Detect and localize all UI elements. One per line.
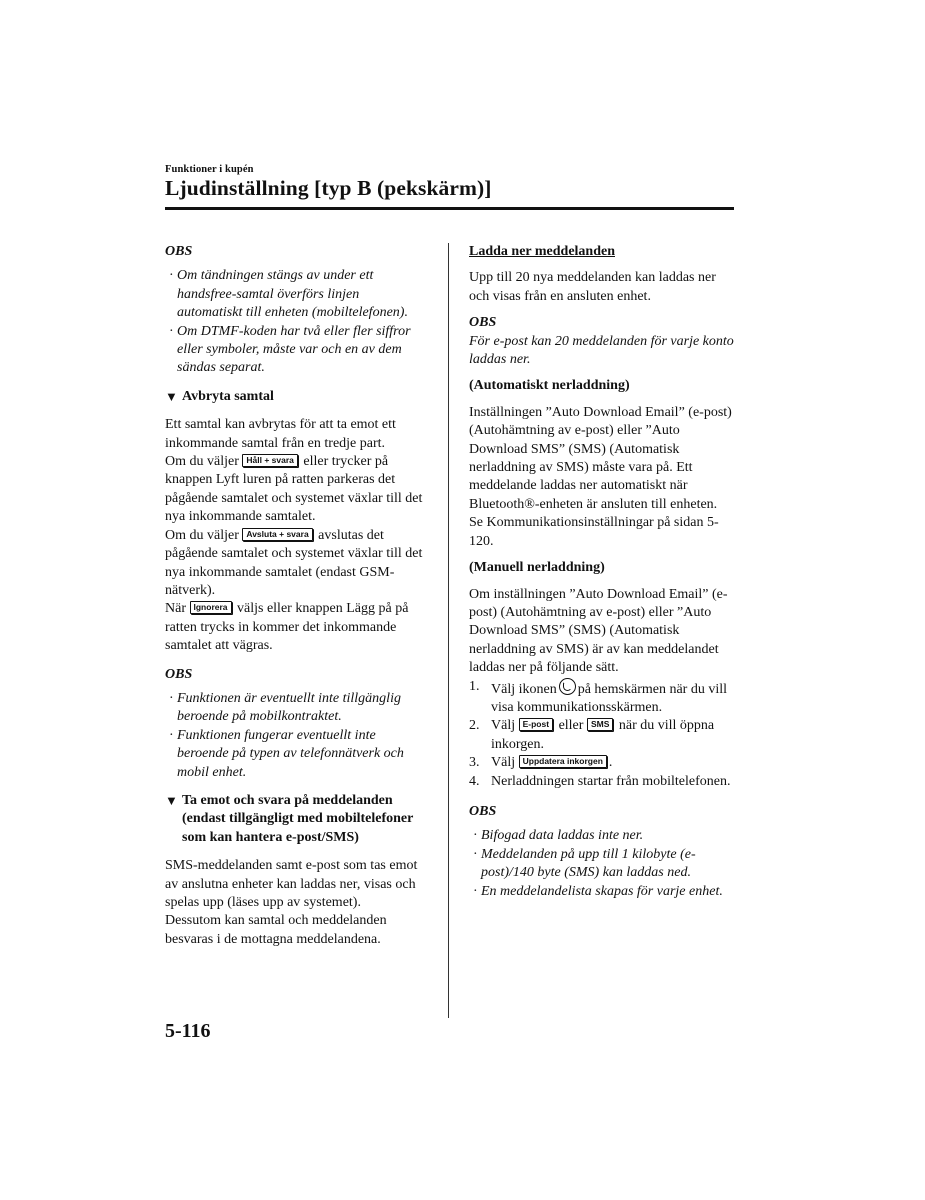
obs-label: OBS <box>165 244 193 259</box>
obs-label: OBS <box>165 666 193 682</box>
step-item: 4. Nerladdningen startar från mobiltelefonen. <box>469 773 731 789</box>
note-item: · Meddelanden på upp till 1 kilobyte (e-post)/140 byte (SMS) kan laddas ned. <box>469 846 737 883</box>
page-number: 5-116 <box>165 1020 211 1042</box>
note-list <box>165 267 427 377</box>
obs-label: OBS <box>469 803 497 819</box>
note-item: · En meddelandelista skapas för varje enhet. <box>469 883 737 901</box>
note-item: · Om DTMF-koden har två eller fler siffror eller symboler, måste var och en av dem sändas separat. <box>165 323 427 378</box>
update-inbox-key: Uppdatera inkorgen <box>519 755 607 768</box>
phone-icon <box>559 678 576 695</box>
column-divider <box>448 243 449 1018</box>
triangle-down-icon: ▼ <box>165 792 178 808</box>
paragraph: Om du väljer Avsluta + svara avslutas det pågående samtalet och systemet växlar till det nya inkommande samtalet (endast GSM-nätverk). <box>165 527 423 598</box>
subheading-text: Ta emot och svara på meddelanden (endast tillgängligt med mobiltelefoner som kan hantera e-post/SMS) <box>182 792 414 845</box>
right-column <box>469 243 737 911</box>
paragraph: Inställningen ”Auto Download Email” (e-post) (Autohämtning av e-post) eller ”Auto Download SMS” (SMS) (Automatisk nerladdning av SMS) måste vara på. Ett meddelande laddas ner automatiskt när Bluetooth®-enheten är ansluten till enheten. <box>469 404 732 512</box>
end-answer-key: Avsluta + svara <box>242 528 312 541</box>
step-item: 2. Välj E-post eller SMS när du vill öppna inkorgen. <box>469 718 715 752</box>
step-list <box>469 678 737 791</box>
paragraph: Om inställningen ”Auto Download Email” (e-post) (Autohämtning av e-post) eller ”Auto Download SMS” (SMS) (Automatisk nerladdning av SMS) är av kan meddelandet laddas ner på följande sätt. <box>469 586 728 676</box>
section-label: Funktioner i kupén <box>165 164 254 175</box>
subheading-messages <box>165 792 427 847</box>
paragraph: Dessutom kan samtal och meddelanden besvaras i de mottagna meddelandena. <box>165 913 387 947</box>
subheading-download: Ladda ner meddelanden <box>469 244 615 259</box>
paragraph: När Ignorera väljs eller knappen Lägg på på ratten trycks in kommer det inkommande samtalet att vägras. <box>165 601 409 654</box>
step-item: 1. Välj ikonen på hemskärmen när du vill visa kommunikationsskärmen. <box>469 678 728 715</box>
paragraph: Ett samtal kan avbrytas för att ta emot ett inkommande samtal från en tredje part. <box>165 417 396 451</box>
subheading-manual: (Manuell nerladdning) <box>469 560 605 576</box>
paragraph: Om du väljer Håll + svara eller trycker på knappen Lyft luren på ratten parkeras det pågående samtalet och systemet växlar till det nya inkommande samtalet. <box>165 454 423 525</box>
note-item: · Bifogad data laddas inte ner. <box>469 827 737 845</box>
note-list <box>469 827 737 901</box>
subheading-auto: (Automatiskt nerladdning) <box>469 378 630 394</box>
email-key: E-post <box>519 718 553 731</box>
step-item: 3. Välj Uppdatera inkorgen . <box>469 755 613 771</box>
paragraph: SMS-meddelanden samt e-post som tas emot av anslutna enheter kan laddas ner, visas och spelas upp (läses upp av systemet). <box>165 858 418 910</box>
note-item: · Om tändningen stängs av under ett handsfree-samtal överförs linjen automatiskt till enheten (mobiltelefonen). <box>165 267 427 322</box>
left-column <box>165 243 427 949</box>
note-item: · Funktionen är eventuellt inte tillgänglig beroende på mobilkontraktet. <box>165 690 427 727</box>
paragraph: Upp till 20 nya meddelanden kan laddas ner och visas från en ansluten enhet. <box>469 270 716 304</box>
ignore-key: Ignorera <box>190 601 232 614</box>
title-divider <box>165 207 734 210</box>
note-text: För e-post kan 20 meddelanden för varje konto laddas ner. <box>469 333 734 368</box>
triangle-down-icon: ▼ <box>165 388 178 404</box>
sms-key: SMS <box>587 718 613 731</box>
obs-label: OBS <box>469 315 497 331</box>
hold-answer-key: Håll + svara <box>242 454 298 467</box>
note-item: · Funktionen fungerar eventuellt inte beroende på typen av telefonnätverk och mobil enhet. <box>165 727 427 782</box>
subheading-text: Avbryta samtal <box>182 388 274 404</box>
subheading-cancel-call <box>165 388 427 406</box>
paragraph: Se Kommunikationsinställningar på sidan 5-120. <box>469 515 719 549</box>
page-title: Ljudinställning [typ B (pekskärm)] <box>165 176 492 200</box>
note-list <box>165 690 427 782</box>
